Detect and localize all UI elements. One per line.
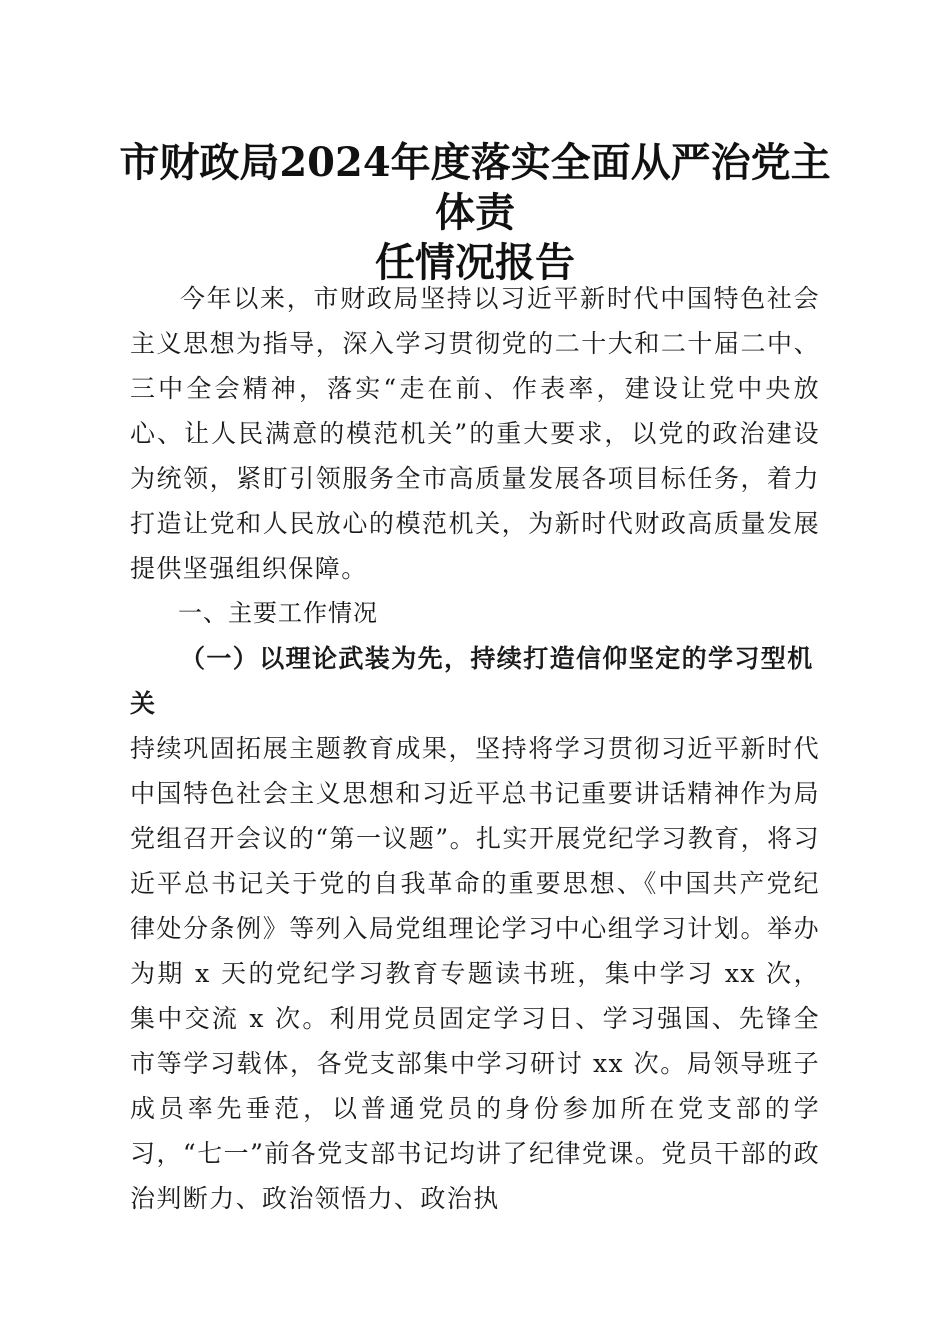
- document-body: [130, 276, 820, 1221]
- section-heading-main-work: 一、主要工作情况: [178, 599, 378, 627]
- title-line-2: 任情况报告: [375, 239, 575, 286]
- title-line-1: 市财政局2024年度落实全面从严治党主体责: [119, 139, 831, 236]
- subsection-heading-theory: （一）以理论武装为先，持续打造信仰坚定的学习型机关: [130, 644, 814, 718]
- intro-paragraph: 今年以来，市财政局坚持以习近平新时代中国特色社会主义思想为指导，深入学习贯彻党的二十大和二十届二中、三中全会精神，落实“走在前、作表率，建设让党中央放心、让人民满意的模范机关”的重大要求，以党的政治建设为统领，紧盯引领服务全市高质量发展各项目标任务，着力打造让党和人民放心的模范机关，为新时代财政高质量发展提供坚强组织保障。: [130, 284, 820, 583]
- document-title: [100, 138, 850, 288]
- subsection-body-theory: 持续巩固拓展主题教育成果，坚持将学习贯彻习近平新时代中国特色社会主义思想和习近平总书记重要讲话精神作为局党组召开会议的“第一议题”。扎实开展党纪学习教育，将习近平总书记关于党的自我革命的重要思想、《中国共产党纪律处分条例》等列入局党组理论学习中心组学习计划。举办为期 x 天的党纪学习教育专题读书班，集中学习 xx 次，集中交流 x 次。利用党员固定学习日、学习强国、先锋全市等学习载体，各党支部集中学习研讨 xx 次。局领导班子成员率先垂范，以普通党员的身份参加所在党支部的学习，“七一”前各党支部书记均讲了纪律党课。党员干部的政治判断力、政治领悟力、政治执: [130, 734, 820, 1213]
